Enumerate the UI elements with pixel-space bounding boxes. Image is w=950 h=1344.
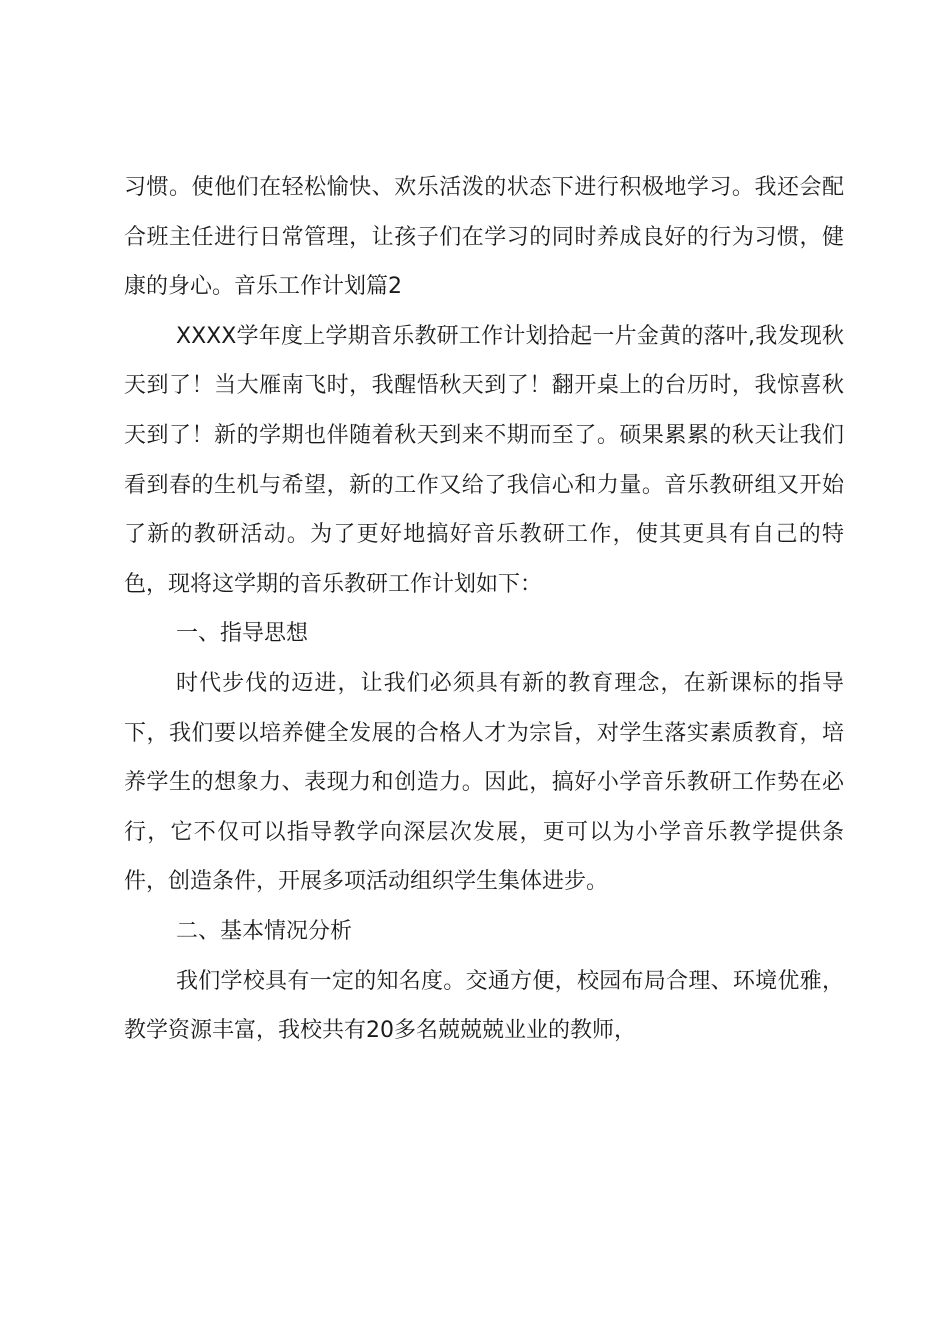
paragraph-continuation: 习惯。使他们在轻松愉快、欢乐活泼的状态下进行积极地学习。我还会配合班主任进行日常管理，让孩子们在学习的同时养成良好的行为习惯，健康的身心。音乐工作计划篇2	[124, 175, 844, 300]
paragraph-guiding-ideology: 时代步伐的迈进，让我们必须具有新的教育理念，在新课标的指导下，我们要以培养健全发展的合格人才为宗旨，对学生落实素质教育，培养学生的想象力、表现力和创造力。因此，搞好小学音乐教研工作势在必行，它不仅可以指导教学向深层次发展，更可以为小学音乐教学提供条件，创造条件，开展多项活动组织学生集体进步。	[124, 670, 844, 895]
document-body	[124, 163, 844, 1056]
paragraph-intro: XXXX学年度上学期音乐教研工作计划拾起一片金黄的落叶,我发现秋天到了！当大雁南飞时，我醒悟秋天到了！翻开桌上的台历时，我惊喜秋天到了！新的学期也伴随着秋天到来不期而至了。硕果累累的秋天让我们看到春的生机与希望，新的工作又给了我信心和力量。音乐教研组又开始了新的教研活动。为了更好地搞好音乐教研工作，使其更具有自己的特色，现将这学期的音乐教研工作计划如下：	[124, 323, 844, 597]
section-heading-basic-analysis: 二、基本情况分析	[176, 918, 353, 944]
paragraph-basic-analysis: 我们学校具有一定的知名度。交通方便，校园布局合理、环境优雅，教学资源丰富，我校共有20多名兢兢兢业业的教师，	[124, 968, 844, 1044]
section-heading-guiding-ideology: 一、指导思想	[176, 621, 309, 647]
